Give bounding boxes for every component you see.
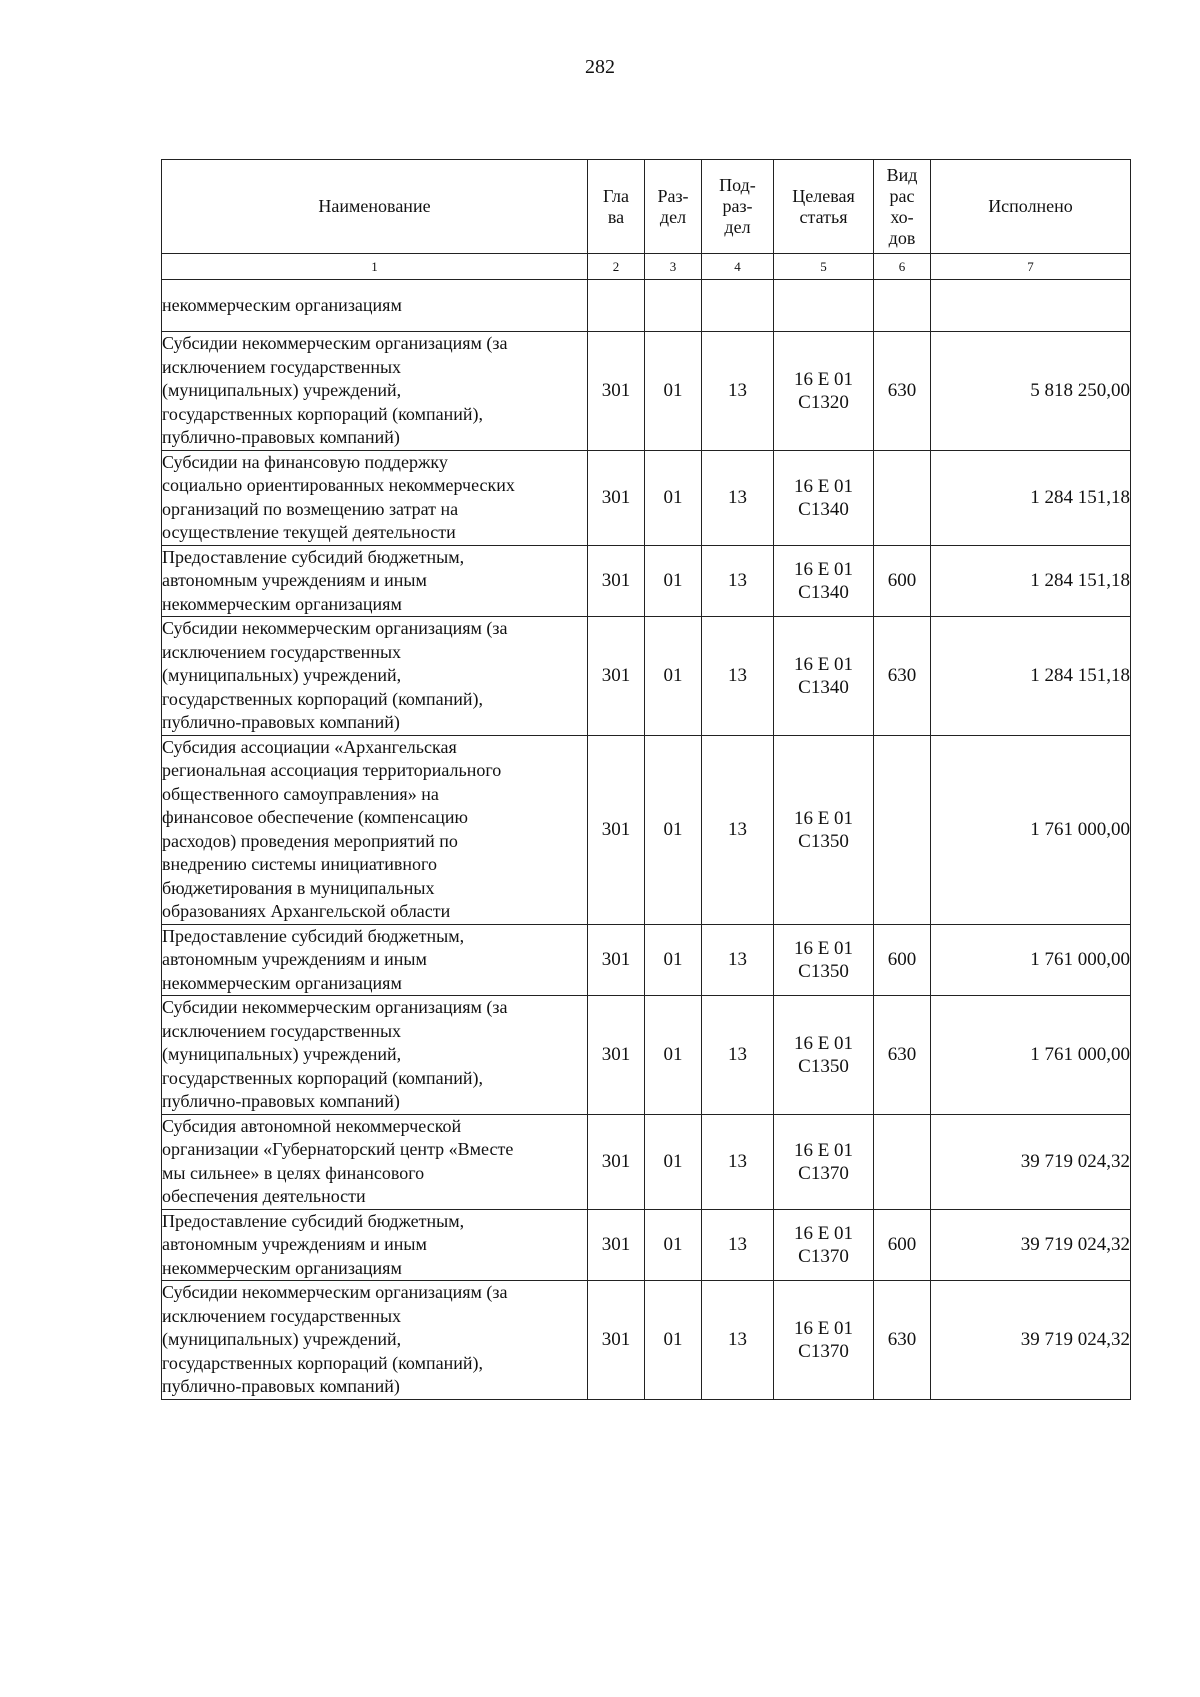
row-executed-amount: 1 284 151,18 (931, 617, 1131, 736)
header-glava: Гла ва (588, 160, 645, 254)
row-name: Субсидии некоммерческим организациям (за исключением государственных (муниципальных) учреждений, государственных корпораций (компаний), публично-правовых компаний) (162, 996, 588, 1115)
row-razdel: 01 (645, 924, 702, 996)
row-podrazdel: 13 (702, 450, 774, 545)
row-razdel: 01 (645, 450, 702, 545)
header-ispolneno: Исполнено (931, 160, 1131, 254)
row-name: Субсидия ассоциации «Архангельская региональная ассоциация территориального общественного самоуправления» на финансовое обеспечение (компенсацию расходов) проведения мероприятий по внедрению системы инициативного бюджетирования в муниципальных образованиях Архангельской области (162, 735, 588, 924)
row-target-article: 16 Е 01 С1340 (774, 617, 874, 736)
row-podrazdel: 13 (702, 996, 774, 1115)
row-expense-type: 630 (874, 617, 931, 736)
row-name: Субсидии на финансовую поддержку социально ориентированных некоммерческих организаций по возмещению затрат на осуществление текущей деятельности (162, 450, 588, 545)
row-name: некоммерческим организациям (162, 280, 588, 332)
row-podrazdel: 13 (702, 617, 774, 736)
row-target-article: 16 Е 01 С1350 (774, 735, 874, 924)
column-number: 5 (774, 254, 874, 280)
row-razdel: 01 (645, 1281, 702, 1400)
row-target-article: 16 Е 01 С1370 (774, 1209, 874, 1281)
row-expense-type (874, 280, 931, 332)
row-glava: 301 (588, 450, 645, 545)
row-name: Предоставление субсидий бюджетным, автономным учреждениям и иным некоммерческим организациям (162, 1209, 588, 1281)
row-razdel (645, 280, 702, 332)
column-number-row (162, 254, 1131, 280)
column-number: 3 (645, 254, 702, 280)
row-name: Субсидии некоммерческим организациям (за исключением государственных (муниципальных) учреждений, государственных корпораций (компаний), публично-правовых компаний) (162, 617, 588, 736)
row-expense-type: 600 (874, 1209, 931, 1281)
row-name: Субсидии некоммерческим организациям (за исключением государственных (муниципальных) учреждений, государственных корпораций (компаний), публично-правовых компаний) (162, 332, 588, 451)
row-executed-amount: 5 818 250,00 (931, 332, 1131, 451)
row-executed-amount: 1 761 000,00 (931, 735, 1131, 924)
row-expense-type: 630 (874, 1281, 931, 1400)
row-expense-type (874, 450, 931, 545)
row-name: Предоставление субсидий бюджетным, автономным учреждениям и иным некоммерческим организациям (162, 924, 588, 996)
row-glava (588, 280, 645, 332)
row-glava: 301 (588, 1281, 645, 1400)
column-number: 7 (931, 254, 1131, 280)
header-vid: Вид рас хо- дов (874, 160, 931, 254)
row-target-article: 16 Е 01 С1350 (774, 996, 874, 1115)
row-expense-type: 600 (874, 924, 931, 996)
row-executed-amount (931, 280, 1131, 332)
row-glava: 301 (588, 1114, 645, 1209)
row-executed-amount: 39 719 024,32 (931, 1281, 1131, 1400)
row-podrazdel: 13 (702, 1281, 774, 1400)
row-podrazdel: 13 (702, 1209, 774, 1281)
column-number: 4 (702, 254, 774, 280)
row-podrazdel: 13 (702, 735, 774, 924)
row-expense-type (874, 735, 931, 924)
page-number: 282 (585, 56, 615, 78)
row-target-article: 16 Е 01 С1340 (774, 450, 874, 545)
row-razdel: 01 (645, 996, 702, 1115)
table-row (162, 996, 1131, 1115)
row-target-article: 16 Е 01 С1370 (774, 1114, 874, 1209)
column-number: 2 (588, 254, 645, 280)
row-executed-amount: 1 761 000,00 (931, 924, 1131, 996)
row-razdel: 01 (645, 1209, 702, 1281)
row-expense-type: 630 (874, 996, 931, 1115)
row-podrazdel: 13 (702, 1114, 774, 1209)
row-glava: 301 (588, 1209, 645, 1281)
table-row (162, 450, 1131, 545)
row-razdel: 01 (645, 545, 702, 617)
row-target-article: 16 Е 01 С1370 (774, 1281, 874, 1400)
table-row (162, 332, 1131, 451)
column-number: 1 (162, 254, 588, 280)
header-row (162, 160, 1131, 254)
row-name: Субсидии некоммерческим организациям (за исключением государственных (муниципальных) учреждений, государственных корпораций (компаний), публично-правовых компаний) (162, 1281, 588, 1400)
row-expense-type: 600 (874, 545, 931, 617)
row-razdel: 01 (645, 735, 702, 924)
row-executed-amount: 1 284 151,18 (931, 450, 1131, 545)
column-number: 6 (874, 254, 931, 280)
row-name: Предоставление субсидий бюджетным, автономным учреждениям и иным некоммерческим организациям (162, 545, 588, 617)
row-glava: 301 (588, 924, 645, 996)
table-row (162, 1114, 1131, 1209)
budget-table (161, 159, 1131, 1400)
row-razdel: 01 (645, 1114, 702, 1209)
header-statya: Целевая статья (774, 160, 874, 254)
table-row (162, 617, 1131, 736)
row-executed-amount: 1 284 151,18 (931, 545, 1131, 617)
row-glava: 301 (588, 617, 645, 736)
row-target-article: 16 Е 01 С1340 (774, 545, 874, 617)
row-target-article: 16 Е 01 С1320 (774, 332, 874, 451)
row-glava: 301 (588, 996, 645, 1115)
row-executed-amount: 39 719 024,32 (931, 1114, 1131, 1209)
row-expense-type (874, 1114, 931, 1209)
row-podrazdel: 13 (702, 545, 774, 617)
table-row (162, 924, 1131, 996)
row-razdel: 01 (645, 332, 702, 451)
table-row (162, 735, 1131, 924)
header-name: Наименование (162, 160, 588, 254)
row-executed-amount: 1 761 000,00 (931, 996, 1131, 1115)
table-row (162, 280, 1131, 332)
row-podrazdel: 13 (702, 332, 774, 451)
row-executed-amount: 39 719 024,32 (931, 1209, 1131, 1281)
row-razdel: 01 (645, 617, 702, 736)
row-name: Субсидия автономной некоммерческой организации «Губернаторский центр «Вместе мы сильнее» в целях финансового обеспечения деятельности (162, 1114, 588, 1209)
header-razdel: Раз- дел (645, 160, 702, 254)
row-target-article (774, 280, 874, 332)
table-row (162, 1281, 1131, 1400)
row-glava: 301 (588, 545, 645, 617)
row-expense-type: 630 (874, 332, 931, 451)
row-podrazdel: 13 (702, 924, 774, 996)
header-podrazdel: Под- раз- дел (702, 160, 774, 254)
row-glava: 301 (588, 332, 645, 451)
table-row (162, 545, 1131, 617)
table-row (162, 1209, 1131, 1281)
row-podrazdel (702, 280, 774, 332)
row-target-article: 16 Е 01 С1350 (774, 924, 874, 996)
row-glava: 301 (588, 735, 645, 924)
